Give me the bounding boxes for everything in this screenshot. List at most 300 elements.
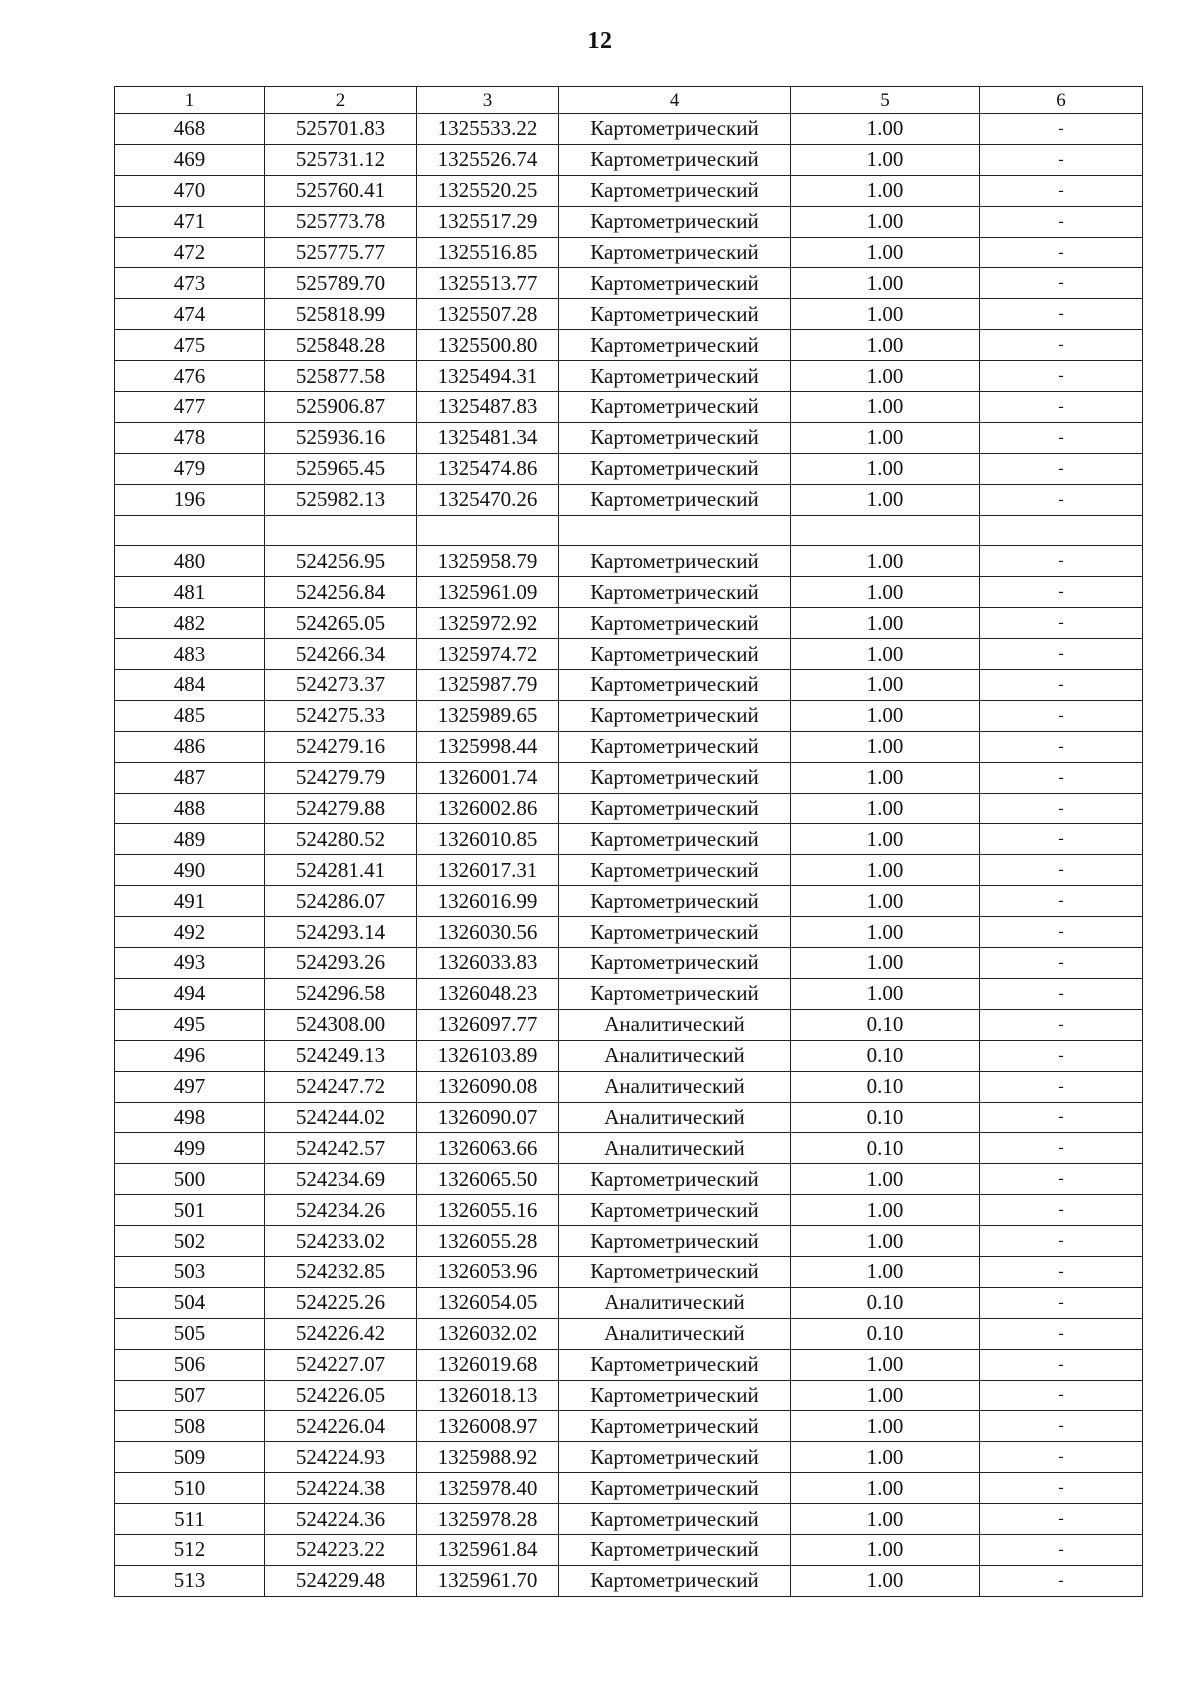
- table-cell-coord-y: 1325481.34: [417, 422, 559, 453]
- table-cell-note: -: [980, 1009, 1143, 1040]
- table-cell-method: Аналитический: [559, 1102, 791, 1133]
- table-cell-note: -: [980, 1349, 1143, 1380]
- table-row: [115, 175, 1143, 206]
- table-cell-point-number: 480: [115, 546, 265, 577]
- table-cell-note: -: [980, 824, 1143, 855]
- table-row: [115, 1256, 1143, 1287]
- table-cell-accuracy: 1.00: [791, 978, 980, 1009]
- table-row: [115, 1226, 1143, 1257]
- table-cell-coord-y: 1326055.28: [417, 1226, 559, 1257]
- table-row: [115, 1040, 1143, 1071]
- table-cell-coord-x: 524296.58: [265, 978, 417, 1009]
- table-cell-accuracy: 1.00: [791, 886, 980, 917]
- table-cell-note: -: [980, 1256, 1143, 1287]
- table-cell-method: Картометрический: [559, 1164, 791, 1195]
- table-row: [115, 546, 1143, 577]
- table-cell-method: Картометрический: [559, 1256, 791, 1287]
- table-row: [115, 1504, 1143, 1535]
- column-header: 6: [980, 87, 1143, 114]
- table-cell-point-number: 473: [115, 268, 265, 299]
- table-row: [115, 484, 1143, 515]
- table-cell-method: Картометрический: [559, 299, 791, 330]
- table-cell-method: Картометрический: [559, 978, 791, 1009]
- table-cell-point-number: 494: [115, 978, 265, 1009]
- table-cell-point-number: 488: [115, 793, 265, 824]
- table-cell-method: Аналитический: [559, 1287, 791, 1318]
- table-row: [115, 1133, 1143, 1164]
- table-cell-note: -: [980, 175, 1143, 206]
- table-cell-coord-y: 1326090.08: [417, 1071, 559, 1102]
- table-cell-point-number: 501: [115, 1195, 265, 1226]
- table-cell-note: -: [980, 1318, 1143, 1349]
- table-cell-coord-x: 524244.02: [265, 1102, 417, 1133]
- table-row: [115, 1349, 1143, 1380]
- table-cell-coord-y: 1325520.25: [417, 175, 559, 206]
- table-cell-accuracy: 1.00: [791, 948, 980, 979]
- table-cell-note: -: [980, 762, 1143, 793]
- table-cell-accuracy: 0.10: [791, 1040, 980, 1071]
- table-cell-coord-y: 1325974.72: [417, 639, 559, 670]
- table-cell-coord-y: 1326010.85: [417, 824, 559, 855]
- table-cell-method: Картометрический: [559, 1411, 791, 1442]
- table-cell-point-number: 484: [115, 670, 265, 701]
- table-row: [115, 1565, 1143, 1596]
- table-cell-method: Картометрический: [559, 577, 791, 608]
- table-cell-point-number: 490: [115, 855, 265, 886]
- table-cell-note: -: [980, 453, 1143, 484]
- table-cell-method: Аналитический: [559, 1133, 791, 1164]
- table-row: [115, 731, 1143, 762]
- table-cell-coord-x: 525760.41: [265, 175, 417, 206]
- table-cell-point-number: 486: [115, 731, 265, 762]
- table-cell-accuracy: 1.00: [791, 1349, 980, 1380]
- table-cell-coord-x: 524223.22: [265, 1534, 417, 1565]
- table-cell-point-number: 489: [115, 824, 265, 855]
- table-cell-note: -: [980, 1071, 1143, 1102]
- table-cell-note: -: [980, 1195, 1143, 1226]
- table-cell-coord-y: 1325517.29: [417, 206, 559, 237]
- table-cell-coord-x: 525789.70: [265, 268, 417, 299]
- table-body: [115, 114, 1143, 1597]
- table-row: [115, 917, 1143, 948]
- table-cell-coord-x: 524232.85: [265, 1256, 417, 1287]
- table-row: [115, 762, 1143, 793]
- table-cell-method: Картометрический: [559, 762, 791, 793]
- table-cell-accuracy: 1.00: [791, 144, 980, 175]
- table-cell-coord-y: 1325474.86: [417, 453, 559, 484]
- table-cell-accuracy: 1.00: [791, 1195, 980, 1226]
- table-cell-point-number: 496: [115, 1040, 265, 1071]
- table-cell-accuracy: 1.00: [791, 268, 980, 299]
- table-cell-coord-x: 525982.13: [265, 484, 417, 515]
- table-row: [115, 114, 1143, 145]
- table-cell-method: Аналитический: [559, 1040, 791, 1071]
- table-cell-point-number: [115, 515, 265, 546]
- table-row: [115, 1534, 1143, 1565]
- table-cell-coord-x: 524229.48: [265, 1565, 417, 1596]
- table-cell-coord-x: 524293.14: [265, 917, 417, 948]
- table-row: [115, 886, 1143, 917]
- table-cell-coord-y: 1326032.02: [417, 1318, 559, 1349]
- table-cell-coord-y: 1325987.79: [417, 670, 559, 701]
- table-cell-accuracy: 1.00: [791, 453, 980, 484]
- table-cell-coord-x: 524279.79: [265, 762, 417, 793]
- table-cell-method: Картометрический: [559, 731, 791, 762]
- table-row: [115, 1102, 1143, 1133]
- table-cell-accuracy: 1.00: [791, 1411, 980, 1442]
- table-cell-method: Картометрический: [559, 824, 791, 855]
- table-cell-point-number: 495: [115, 1009, 265, 1040]
- table-cell-point-number: 487: [115, 762, 265, 793]
- table-cell-coord-y: 1325958.79: [417, 546, 559, 577]
- table-cell-coord-x: 524265.05: [265, 608, 417, 639]
- table-cell-accuracy: 1.00: [791, 392, 980, 423]
- table-row: [115, 268, 1143, 299]
- table-cell-note: -: [980, 1102, 1143, 1133]
- table-cell-point-number: 500: [115, 1164, 265, 1195]
- table-row: [115, 1442, 1143, 1473]
- table-row: [115, 1473, 1143, 1504]
- table-cell-method: Картометрический: [559, 268, 791, 299]
- table-cell-coord-x: 524224.38: [265, 1473, 417, 1504]
- table-cell-method: Картометрический: [559, 392, 791, 423]
- table-cell-point-number: 483: [115, 639, 265, 670]
- table-header-row: [115, 87, 1143, 114]
- table-cell-point-number: 476: [115, 361, 265, 392]
- table-cell-coord-y: 1326055.16: [417, 1195, 559, 1226]
- table-cell-coord-x: 525877.58: [265, 361, 417, 392]
- table-cell-note: -: [980, 546, 1143, 577]
- table-cell-note: -: [980, 268, 1143, 299]
- table-cell-method: Картометрический: [559, 422, 791, 453]
- table-cell-note: -: [980, 948, 1143, 979]
- table-cell-coord-x: 525848.28: [265, 330, 417, 361]
- table-cell-point-number: 468: [115, 114, 265, 145]
- table-cell-coord-y: 1326090.07: [417, 1102, 559, 1133]
- table-cell-point-number: 511: [115, 1504, 265, 1535]
- table-cell-method: Картометрический: [559, 114, 791, 145]
- table-cell-note: -: [980, 1164, 1143, 1195]
- table-cell-coord-x: 524256.95: [265, 546, 417, 577]
- table-row: [115, 700, 1143, 731]
- table-cell-point-number: 508: [115, 1411, 265, 1442]
- table-cell-coord-x: 524234.69: [265, 1164, 417, 1195]
- table-row: [115, 1164, 1143, 1195]
- table-row: [115, 299, 1143, 330]
- table-cell-coord-y: 1325988.92: [417, 1442, 559, 1473]
- table-row: [115, 453, 1143, 484]
- table-cell-accuracy: 1.00: [791, 1442, 980, 1473]
- table-cell-note: -: [980, 392, 1143, 423]
- table-cell-coord-y: 1325989.65: [417, 700, 559, 731]
- table-cell-coord-y: 1326019.68: [417, 1349, 559, 1380]
- table-row: [115, 670, 1143, 701]
- table-row: [115, 793, 1143, 824]
- table-row: [115, 361, 1143, 392]
- table-cell-coord-x: 525818.99: [265, 299, 417, 330]
- table-cell-accuracy: 1.00: [791, 824, 980, 855]
- table-cell-accuracy: 1.00: [791, 1256, 980, 1287]
- table-cell-point-number: 499: [115, 1133, 265, 1164]
- column-header: 1: [115, 87, 265, 114]
- table-row: [115, 1195, 1143, 1226]
- table-row: [115, 144, 1143, 175]
- table-row: [115, 948, 1143, 979]
- table-row: [115, 422, 1143, 453]
- table-cell-point-number: 498: [115, 1102, 265, 1133]
- table-cell-point-number: 469: [115, 144, 265, 175]
- table-cell-accuracy: 1.00: [791, 608, 980, 639]
- table-cell-point-number: 470: [115, 175, 265, 206]
- table-row: [115, 824, 1143, 855]
- table-cell-point-number: 477: [115, 392, 265, 423]
- table-cell-coord-x: 524233.02: [265, 1226, 417, 1257]
- table-cell-note: -: [980, 1442, 1143, 1473]
- table-cell-note: -: [980, 1534, 1143, 1565]
- table-cell-point-number: 513: [115, 1565, 265, 1596]
- table-cell-note: -: [980, 731, 1143, 762]
- table-cell-method: Картометрический: [559, 1380, 791, 1411]
- table-cell-method: Картометрический: [559, 700, 791, 731]
- table-cell-accuracy: 1.00: [791, 731, 980, 762]
- table-cell-accuracy: 1.00: [791, 700, 980, 731]
- table-cell-coord-x: 524286.07: [265, 886, 417, 917]
- table-cell-point-number: 471: [115, 206, 265, 237]
- table-cell-method: Аналитический: [559, 1071, 791, 1102]
- table-cell-note: -: [980, 670, 1143, 701]
- table-cell-accuracy: 1.00: [791, 1164, 980, 1195]
- table-cell-point-number: 497: [115, 1071, 265, 1102]
- table-cell-accuracy: 1.00: [791, 1226, 980, 1257]
- table-cell-coord-y: 1325516.85: [417, 237, 559, 268]
- table-cell-accuracy: 1.00: [791, 422, 980, 453]
- table-cell-point-number: 196: [115, 484, 265, 515]
- table-cell-method: Картометрический: [559, 1534, 791, 1565]
- table-cell-accuracy: 1.00: [791, 670, 980, 701]
- column-header: 3: [417, 87, 559, 114]
- table-cell-coord-y: 1325972.92: [417, 608, 559, 639]
- table-cell-point-number: 472: [115, 237, 265, 268]
- table-cell-accuracy: 1.00: [791, 639, 980, 670]
- table-cell-method: Картометрический: [559, 144, 791, 175]
- table-cell-coord-y: 1325507.28: [417, 299, 559, 330]
- table-cell-coord-x: 524273.37: [265, 670, 417, 701]
- table-cell-accuracy: 1.00: [791, 577, 980, 608]
- table-cell-note: -: [980, 608, 1143, 639]
- table-cell-note: -: [980, 793, 1143, 824]
- table-row: [115, 392, 1143, 423]
- table-cell-coord-y: 1325961.70: [417, 1565, 559, 1596]
- table-cell-method: Картометрический: [559, 886, 791, 917]
- table-cell-coord-y: 1326001.74: [417, 762, 559, 793]
- table-cell-coord-y: 1325513.77: [417, 268, 559, 299]
- table-cell-coord-y: 1325961.09: [417, 577, 559, 608]
- table-row: [115, 1380, 1143, 1411]
- table-cell-coord-y: 1326016.99: [417, 886, 559, 917]
- table-cell-coord-y: 1326033.83: [417, 948, 559, 979]
- table-cell-note: -: [980, 1040, 1143, 1071]
- table-cell-coord-x: [265, 515, 417, 546]
- table-cell-coord-x: 524256.84: [265, 577, 417, 608]
- table-cell-coord-y: 1326054.05: [417, 1287, 559, 1318]
- table-cell-method: Картометрический: [559, 917, 791, 948]
- table-cell-point-number: 485: [115, 700, 265, 731]
- table-cell-point-number: 512: [115, 1534, 265, 1565]
- table-cell-accuracy: 1.00: [791, 546, 980, 577]
- table-cell-method: Картометрический: [559, 1504, 791, 1535]
- table-cell-point-number: 504: [115, 1287, 265, 1318]
- table-cell-note: -: [980, 1380, 1143, 1411]
- table-cell-coord-x: 525965.45: [265, 453, 417, 484]
- table-cell-point-number: 482: [115, 608, 265, 639]
- table-cell-point-number: 474: [115, 299, 265, 330]
- table-cell-note: -: [980, 1411, 1143, 1442]
- table-cell-point-number: 506: [115, 1349, 265, 1380]
- table-cell-method: Картометрический: [559, 546, 791, 577]
- table-row: [115, 330, 1143, 361]
- table-row: [115, 1287, 1143, 1318]
- table-cell-accuracy: 0.10: [791, 1133, 980, 1164]
- table-cell-coord-x: 524293.26: [265, 948, 417, 979]
- table-cell-coord-y: 1325978.40: [417, 1473, 559, 1504]
- table-cell-note: -: [980, 484, 1143, 515]
- table-row: [115, 515, 1143, 546]
- table-cell-note: -: [980, 1565, 1143, 1596]
- table-cell-coord-y: 1325500.80: [417, 330, 559, 361]
- table-cell-accuracy: 1.00: [791, 1534, 980, 1565]
- table-cell-accuracy: 1.00: [791, 1473, 980, 1504]
- table-cell-accuracy: 1.00: [791, 762, 980, 793]
- table-cell-coord-y: 1325526.74: [417, 144, 559, 175]
- table-cell-coord-y: 1325998.44: [417, 731, 559, 762]
- table-cell-method: Картометрический: [559, 670, 791, 701]
- table-cell-method: Картометрический: [559, 175, 791, 206]
- table-cell-coord-y: 1325961.84: [417, 1534, 559, 1565]
- table-cell-point-number: 481: [115, 577, 265, 608]
- table-cell-method: Картометрический: [559, 1226, 791, 1257]
- table-cell-point-number: 510: [115, 1473, 265, 1504]
- table-cell-accuracy: 1.00: [791, 917, 980, 948]
- table-cell-method: Картометрический: [559, 1473, 791, 1504]
- table-cell-note: -: [980, 917, 1143, 948]
- table-cell-coord-y: 1325487.83: [417, 392, 559, 423]
- table-cell-note: -: [980, 1287, 1143, 1318]
- table-cell-note: -: [980, 1473, 1143, 1504]
- table-cell-point-number: 478: [115, 422, 265, 453]
- table-cell-note: -: [980, 855, 1143, 886]
- table-cell-method: Картометрический: [559, 608, 791, 639]
- table-cell-method: Картометрический: [559, 1195, 791, 1226]
- table-cell-coord-y: 1326103.89: [417, 1040, 559, 1071]
- table-cell-point-number: 492: [115, 917, 265, 948]
- table-cell-coord-y: 1325533.22: [417, 114, 559, 145]
- table-cell-coord-y: 1325494.31: [417, 361, 559, 392]
- table-cell-method: Картометрический: [559, 1442, 791, 1473]
- table-cell-note: -: [980, 978, 1143, 1009]
- table-cell-coord-y: 1326053.96: [417, 1256, 559, 1287]
- table-cell-accuracy: 1.00: [791, 361, 980, 392]
- table-cell-accuracy: 1.00: [791, 1504, 980, 1535]
- table-cell-accuracy: 1.00: [791, 114, 980, 145]
- table-cell-coord-y: 1326002.86: [417, 793, 559, 824]
- table-row: [115, 206, 1143, 237]
- table-cell-note: -: [980, 237, 1143, 268]
- table-cell-note: -: [980, 422, 1143, 453]
- table-cell-note: -: [980, 330, 1143, 361]
- table-cell-coord-y: 1326097.77: [417, 1009, 559, 1040]
- page-number: 12: [587, 28, 613, 54]
- table-cell-point-number: 505: [115, 1318, 265, 1349]
- table-cell-accuracy: 1.00: [791, 330, 980, 361]
- table-cell-coord-x: 524279.16: [265, 731, 417, 762]
- table-cell-coord-y: 1326017.31: [417, 855, 559, 886]
- table-cell-accuracy: 1.00: [791, 237, 980, 268]
- table-cell-note: -: [980, 114, 1143, 145]
- table-cell-coord-x: 524247.72: [265, 1071, 417, 1102]
- table-row: [115, 1009, 1143, 1040]
- table-cell-accuracy: 1.00: [791, 299, 980, 330]
- table-cell-note: -: [980, 577, 1143, 608]
- table-cell-note: -: [980, 144, 1143, 175]
- table-cell-note: -: [980, 1226, 1143, 1257]
- table-cell-coord-y: 1326008.97: [417, 1411, 559, 1442]
- table-cell-note: -: [980, 1504, 1143, 1535]
- table-cell-coord-x: 524281.41: [265, 855, 417, 886]
- table-cell-coord-x: 524224.93: [265, 1442, 417, 1473]
- table-cell-accuracy: 0.10: [791, 1102, 980, 1133]
- table-cell-coord-x: 524227.07: [265, 1349, 417, 1380]
- table-cell-method: Картометрический: [559, 948, 791, 979]
- table-cell-method: Картометрический: [559, 453, 791, 484]
- table-cell-accuracy: 1.00: [791, 1380, 980, 1411]
- table-cell-method: Картометрический: [559, 1349, 791, 1380]
- table-cell-note: -: [980, 206, 1143, 237]
- table-cell-coord-y: [417, 515, 559, 546]
- table-cell-note: [980, 515, 1143, 546]
- table-cell-coord-y: 1325470.26: [417, 484, 559, 515]
- column-header: 5: [791, 87, 980, 114]
- table-cell-coord-y: 1326018.13: [417, 1380, 559, 1411]
- table-cell-note: -: [980, 700, 1143, 731]
- table-cell-accuracy: 0.10: [791, 1071, 980, 1102]
- table-cell-method: Картометрический: [559, 330, 791, 361]
- table-row: [115, 608, 1143, 639]
- table-row: [115, 237, 1143, 268]
- table-cell-accuracy: 1.00: [791, 175, 980, 206]
- table-cell-method: Аналитический: [559, 1318, 791, 1349]
- table-cell-coord-x: 524275.33: [265, 700, 417, 731]
- table-cell-accuracy: [791, 515, 980, 546]
- table-cell-coord-y: 1326063.66: [417, 1133, 559, 1164]
- column-header: 4: [559, 87, 791, 114]
- table-cell-accuracy: 1.00: [791, 1565, 980, 1596]
- table-cell-coord-x: 525773.78: [265, 206, 417, 237]
- table-row: [115, 639, 1143, 670]
- table-cell-point-number: 503: [115, 1256, 265, 1287]
- table-row: [115, 978, 1143, 1009]
- table-cell-point-number: 475: [115, 330, 265, 361]
- table-cell-coord-y: 1326030.56: [417, 917, 559, 948]
- table-cell-coord-x: 525775.77: [265, 237, 417, 268]
- table-cell-coord-x: 525906.87: [265, 392, 417, 423]
- table-cell-coord-x: 525701.83: [265, 114, 417, 145]
- table-cell-coord-x: 524226.05: [265, 1380, 417, 1411]
- table-cell-coord-x: 524266.34: [265, 639, 417, 670]
- table-cell-coord-y: 1326065.50: [417, 1164, 559, 1195]
- table-cell-coord-x: 524279.88: [265, 793, 417, 824]
- table-cell-method: Картометрический: [559, 484, 791, 515]
- table-cell-note: -: [980, 639, 1143, 670]
